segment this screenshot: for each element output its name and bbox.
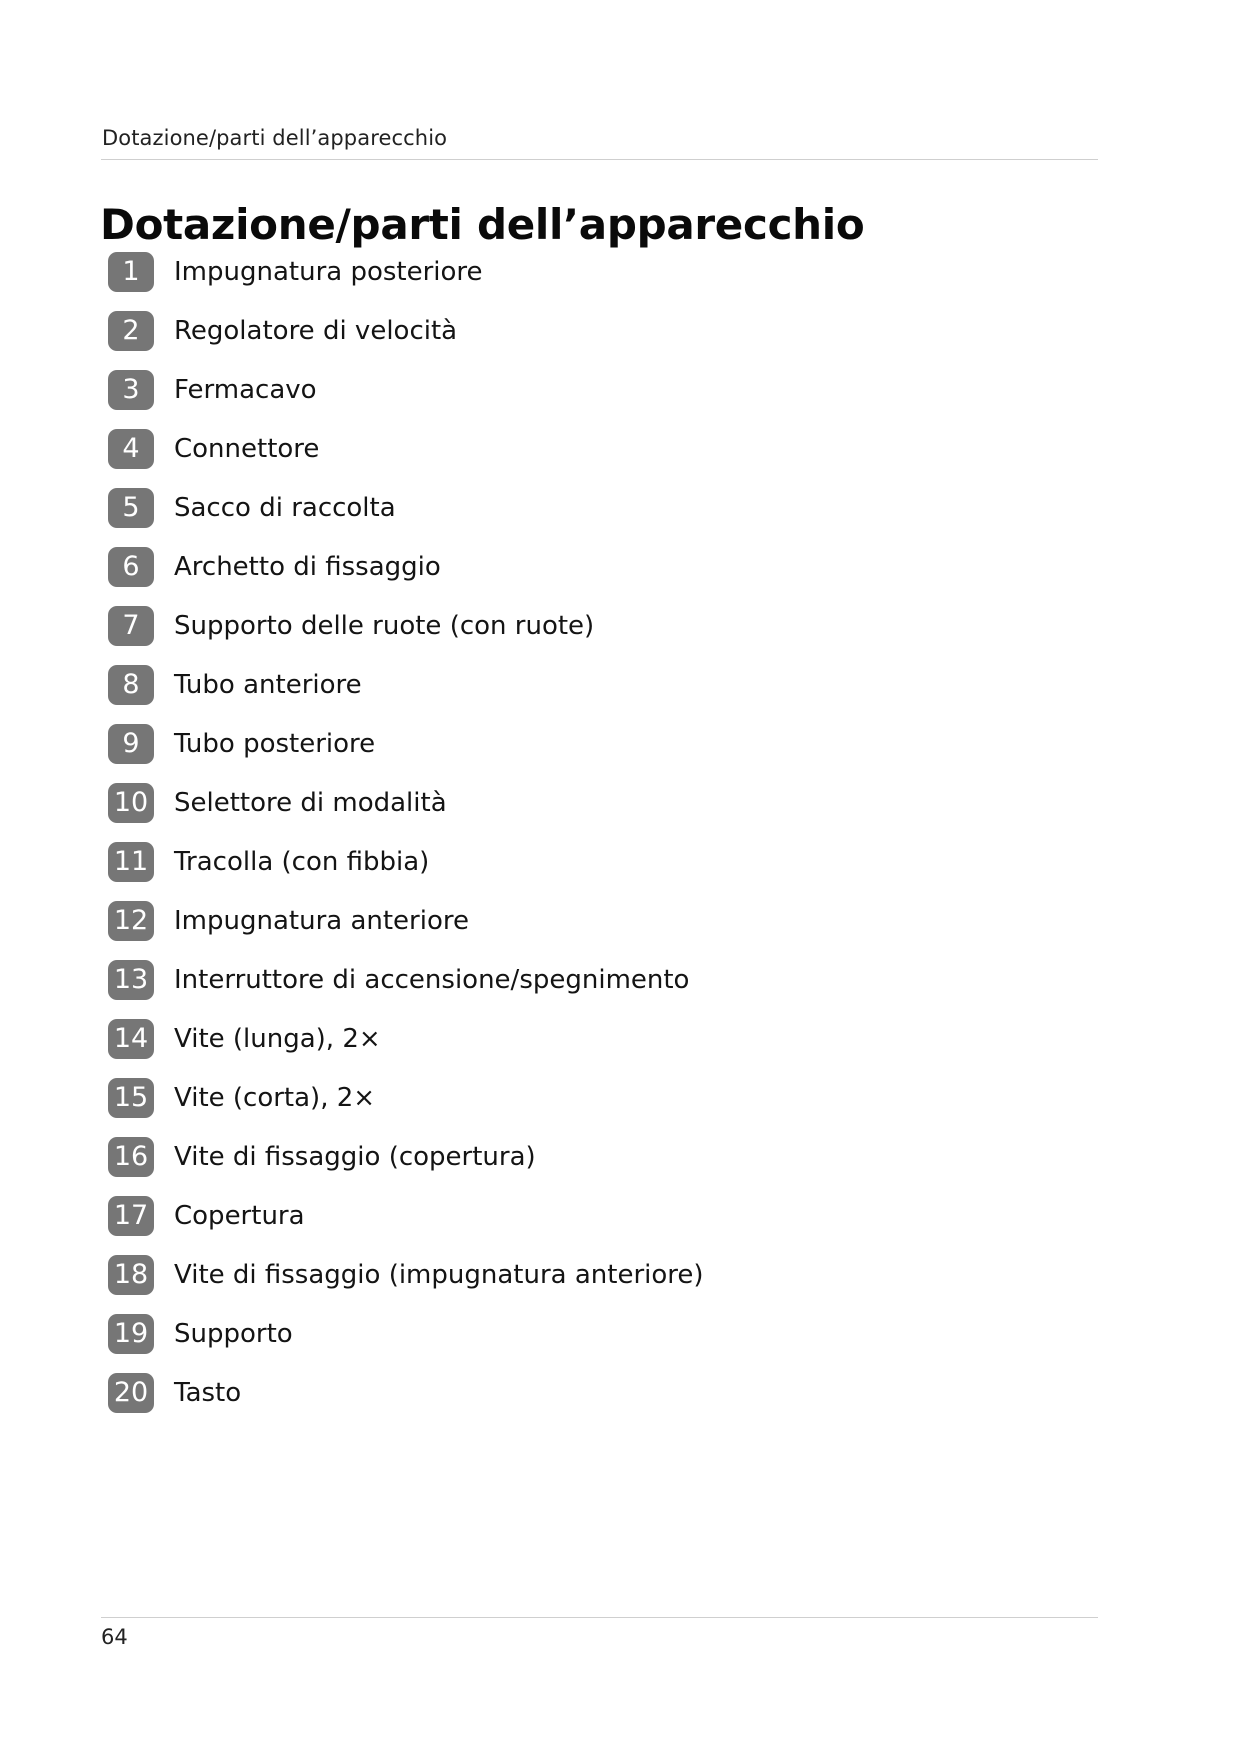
part-item	[108, 655, 704, 714]
part-number-badge: 15	[108, 1078, 154, 1118]
page-number: 64	[101, 1625, 128, 1649]
part-number-badge: 17	[108, 1196, 154, 1236]
header-divider	[101, 159, 1098, 160]
part-item	[108, 714, 704, 773]
parts-list	[108, 242, 704, 1422]
part-label: Selettore di modalità	[174, 787, 447, 818]
part-number-badge: 2	[108, 311, 154, 351]
running-header: Dotazione/parti dell’apparecchio	[102, 126, 448, 150]
part-item	[108, 537, 704, 596]
part-item	[108, 773, 704, 832]
part-label: Supporto	[174, 1318, 293, 1349]
part-number-badge: 6	[108, 547, 154, 587]
part-item	[108, 301, 704, 360]
part-label: Regolatore di velocità	[174, 315, 458, 346]
part-number-badge: 10	[108, 783, 154, 823]
part-item	[108, 1245, 704, 1304]
part-label: Tracolla (con fibbia)	[174, 846, 430, 877]
part-label: Vite di fissaggio (impugnatura anteriore)	[174, 1259, 704, 1290]
part-number-badge: 7	[108, 606, 154, 646]
part-label: Impugnatura posteriore	[174, 256, 483, 287]
part-number-badge: 13	[108, 960, 154, 1000]
part-number-badge: 16	[108, 1137, 154, 1177]
part-item	[108, 1363, 704, 1422]
part-label: Supporto delle ruote (con ruote)	[174, 610, 595, 641]
part-number-badge: 8	[108, 665, 154, 705]
part-number-badge: 4	[108, 429, 154, 469]
part-item	[108, 832, 704, 891]
part-label: Connettore	[174, 433, 320, 464]
part-number-badge: 5	[108, 488, 154, 528]
footer-divider	[101, 1617, 1098, 1618]
part-label: Vite di fissaggio (copertura)	[174, 1141, 536, 1172]
part-label: Sacco di raccolta	[174, 492, 396, 523]
part-item	[108, 478, 704, 537]
part-number-badge: 12	[108, 901, 154, 941]
part-number-badge: 9	[108, 724, 154, 764]
part-item	[108, 891, 704, 950]
part-number-badge: 20	[108, 1373, 154, 1413]
part-item	[108, 1304, 704, 1363]
part-item	[108, 1009, 704, 1068]
part-item	[108, 360, 704, 419]
part-item	[108, 419, 704, 478]
part-label: Tubo anteriore	[174, 669, 362, 700]
part-number-badge: 1	[108, 252, 154, 292]
part-label: Copertura	[174, 1200, 305, 1231]
part-number-badge: 11	[108, 842, 154, 882]
part-number-badge: 18	[108, 1255, 154, 1295]
part-item	[108, 596, 704, 655]
part-number-badge: 14	[108, 1019, 154, 1059]
part-label: Tubo posteriore	[174, 728, 376, 759]
part-label: Vite (lunga), 2×	[174, 1023, 381, 1054]
part-item	[108, 1186, 704, 1245]
part-item	[108, 242, 704, 301]
part-item	[108, 1068, 704, 1127]
part-label: Fermacavo	[174, 374, 317, 405]
part-label: Tasto	[174, 1377, 242, 1408]
part-number-badge: 19	[108, 1314, 154, 1354]
part-number-badge: 3	[108, 370, 154, 410]
page-title: Dotazione/parti dell’apparecchio	[100, 200, 865, 250]
part-label: Archetto di fissaggio	[174, 551, 441, 582]
part-label: Interruttore di accensione/spegnimento	[174, 964, 690, 995]
part-item	[108, 950, 704, 1009]
part-label: Impugnatura anteriore	[174, 905, 469, 936]
part-item	[108, 1127, 704, 1186]
part-label: Vite (corta), 2×	[174, 1082, 376, 1113]
